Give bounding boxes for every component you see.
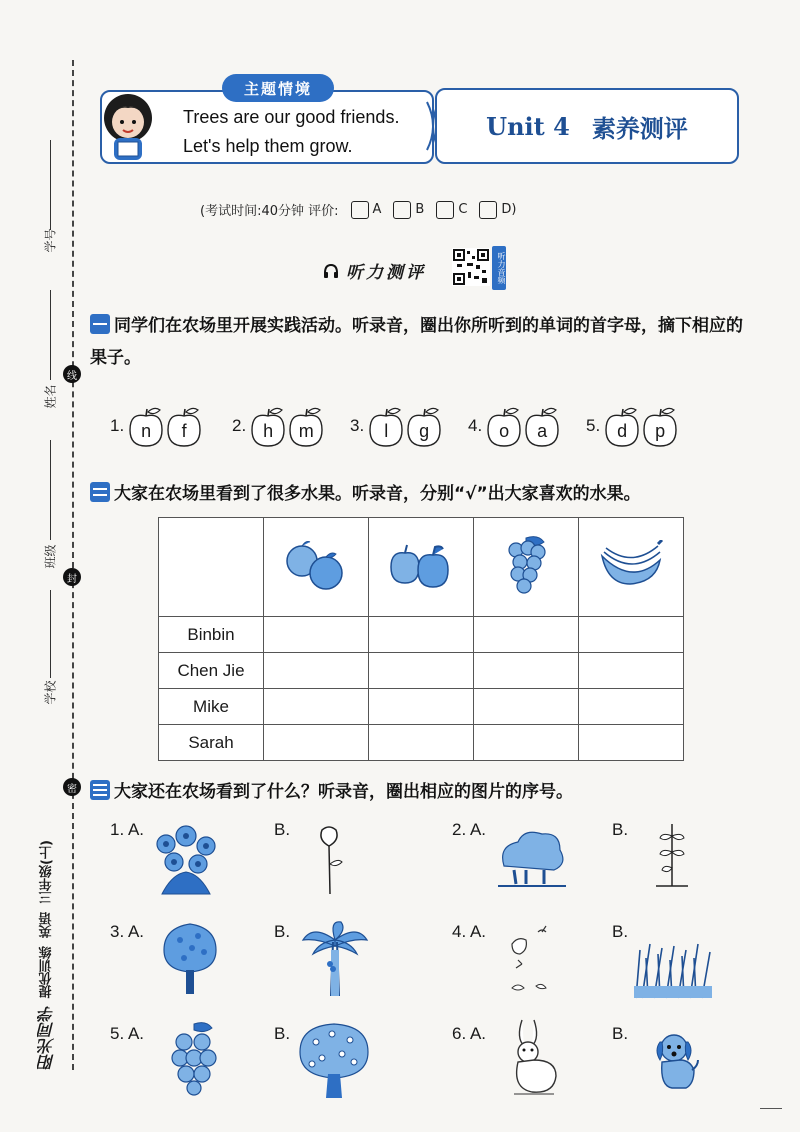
- grade-a-label: A: [372, 202, 382, 217]
- flower-icon[interactable]: [312, 824, 346, 896]
- q6-b-label[interactable]: B.: [612, 1024, 629, 1043]
- unit-subtitle: 素养测评: [591, 114, 688, 143]
- grade-b-label: B: [415, 202, 425, 217]
- listening-title-text: 听力测评: [346, 263, 426, 283]
- answer-cell[interactable]: [369, 725, 474, 761]
- girl-avatar-icon: [88, 84, 168, 164]
- dog-icon[interactable]: [652, 1030, 700, 1092]
- apple-choice[interactable]: [128, 406, 164, 446]
- answer-cell[interactable]: [264, 689, 369, 725]
- grade-checkbox-d[interactable]: [479, 201, 497, 219]
- fruit-table: [158, 517, 684, 761]
- question-number: 5.: [586, 416, 601, 435]
- question-number: 1.: [110, 416, 125, 435]
- apple-letter: f: [181, 421, 187, 441]
- q4-b-label[interactable]: B.: [612, 922, 629, 941]
- answer-cell[interactable]: [369, 689, 474, 725]
- answer-cell[interactable]: [369, 617, 474, 653]
- theme-pill: 主题情境: [222, 74, 334, 102]
- answer-cell[interactable]: [474, 725, 579, 761]
- apple-choice[interactable]: [288, 406, 324, 446]
- section-2-title: [90, 478, 750, 510]
- subject-name: 英语: [39, 912, 55, 938]
- exam-info: [200, 200, 517, 219]
- school-label: 学校: [43, 680, 58, 705]
- theme-line-2: Let's help them grow.: [183, 136, 353, 156]
- student-id-label: 学号: [43, 228, 58, 253]
- banana-tree-icon[interactable]: [300, 920, 370, 998]
- grade-checkbox-b[interactable]: [393, 201, 411, 219]
- section-1-title: [90, 310, 750, 374]
- qr-tag: 听力音频: [492, 246, 506, 290]
- q1-a-label[interactable]: 1. A.: [110, 820, 145, 839]
- section-1-badge-icon: [90, 314, 110, 334]
- section-2-badge-icon: [90, 482, 110, 502]
- q5-a-label[interactable]: 5. A.: [110, 1024, 145, 1043]
- answer-cell[interactable]: [369, 653, 474, 689]
- grade-name: 三年级(上): [39, 840, 55, 904]
- q5-b-label[interactable]: B.: [274, 1024, 291, 1043]
- exam-time: (考试时间:40分钟 评价:: [200, 204, 339, 219]
- orange-icon: [276, 535, 356, 595]
- unit-number: Unit 4: [486, 111, 570, 141]
- qr-code-icon[interactable]: [452, 248, 490, 286]
- seal-line-mark: 线: [63, 365, 81, 383]
- q3-a-label[interactable]: 3. A.: [110, 922, 145, 941]
- apple-letter: l: [384, 421, 389, 441]
- seal-secret-mark: 密: [63, 778, 81, 796]
- answer-cell[interactable]: [474, 653, 579, 689]
- apple-letter: a: [537, 421, 548, 441]
- section-3-text: 大家还在农场看到了什么？听录音，圈出相应的图片的序号。: [114, 782, 573, 802]
- apple-tree-icon[interactable]: [296, 1020, 372, 1100]
- apple-choice[interactable]: [524, 406, 560, 446]
- row-name: Binbin: [159, 617, 264, 653]
- row-name: Chen Jie: [159, 653, 264, 689]
- listening-title: [322, 258, 426, 283]
- theme-line-1: Trees are our good friends.: [183, 107, 400, 127]
- apple-header: [369, 518, 474, 617]
- question-number: 2.: [232, 416, 247, 435]
- grade-d-label: D): [501, 202, 517, 217]
- grade-c-label: C: [458, 202, 468, 217]
- orange-header: [264, 518, 369, 617]
- grapes-fruit-icon: [496, 532, 556, 598]
- apple-choice[interactable]: [406, 406, 442, 446]
- table-corner: [159, 518, 264, 617]
- section-3-title: [90, 776, 750, 808]
- row-name: Mike: [159, 689, 264, 725]
- apple-choice[interactable]: [166, 406, 202, 446]
- name-label: 姓名: [43, 384, 58, 409]
- class-line: [50, 440, 51, 540]
- apple-choice[interactable]: [486, 406, 522, 446]
- name-line: [50, 290, 51, 380]
- grapes-header: [474, 518, 579, 617]
- table-row: [159, 617, 684, 653]
- grass-icon[interactable]: [632, 940, 714, 1000]
- tree-icon[interactable]: [160, 920, 220, 998]
- birds-icon[interactable]: [498, 920, 558, 1000]
- answer-cell[interactable]: [579, 725, 684, 761]
- apple-question-5: [586, 404, 680, 448]
- table-row: [159, 653, 684, 689]
- question-number: 3.: [350, 416, 365, 435]
- table-row: [159, 689, 684, 725]
- headphone-icon: [322, 262, 340, 280]
- banana-fruit-icon: [596, 540, 666, 590]
- section-1-text: 同学们在农场里开展实践活动。听录音，圈出你所听到的单词的首字母，摘下相应的果子。: [90, 316, 743, 368]
- apple-choice[interactable]: [642, 406, 678, 446]
- q4-a-label[interactable]: 4. A.: [452, 922, 487, 941]
- q2-b-label[interactable]: B.: [612, 820, 629, 839]
- student-id-line: [50, 140, 51, 230]
- apple-letter: m: [298, 421, 314, 441]
- q1-b-label[interactable]: B.: [274, 820, 291, 839]
- answer-cell[interactable]: [579, 689, 684, 725]
- section-2-text: 大家在农场里看到了很多水果。听录音，分别“√”出大家喜欢的水果。: [114, 484, 641, 504]
- series-name: 提优训练: [39, 946, 55, 998]
- apple-choice[interactable]: [604, 406, 640, 446]
- apple-question-4: [468, 404, 562, 448]
- flowers-icon[interactable]: [152, 822, 222, 896]
- grade-checkbox-c[interactable]: [436, 201, 454, 219]
- trees-icon[interactable]: [496, 826, 568, 890]
- answer-cell[interactable]: [579, 653, 684, 689]
- apple-letter: g: [419, 421, 430, 441]
- apple-question-1: [110, 404, 204, 448]
- apple-question-3: [350, 404, 444, 448]
- banana-header: [579, 518, 684, 617]
- grade-checkbox-a[interactable]: [351, 201, 369, 219]
- apple-letter: h: [263, 421, 274, 441]
- class-label: 班级: [43, 544, 58, 569]
- q2-a-label[interactable]: 2. A.: [452, 820, 487, 839]
- section-3-badge-icon: [90, 780, 110, 800]
- answer-cell[interactable]: [579, 617, 684, 653]
- apple-letter: p: [655, 421, 666, 441]
- grapes-icon[interactable]: [168, 1020, 220, 1096]
- answer-cell[interactable]: [264, 653, 369, 689]
- unit-title-box: [435, 88, 739, 164]
- apple-fruit-icon: [381, 535, 461, 595]
- answer-cell[interactable]: [474, 617, 579, 653]
- apple-letter: n: [141, 421, 152, 441]
- answer-cell[interactable]: [264, 617, 369, 653]
- footer-mark: [760, 1108, 782, 1109]
- q6-a-label[interactable]: 6. A.: [452, 1024, 487, 1043]
- binding-dashed-line: [72, 60, 74, 1070]
- sapling-icon[interactable]: [652, 820, 692, 892]
- q3-b-label[interactable]: B.: [274, 922, 291, 941]
- rabbit-icon[interactable]: [504, 1018, 560, 1096]
- table-row: [159, 725, 684, 761]
- answer-cell[interactable]: [474, 689, 579, 725]
- book-brand: [30, 790, 64, 1070]
- row-name: Sarah: [159, 725, 264, 761]
- apple-choice[interactable]: [368, 406, 404, 446]
- apple-letter: o: [499, 421, 510, 441]
- apple-letter: d: [617, 421, 628, 441]
- school-line: [50, 590, 51, 678]
- seal-seal-mark: 封: [63, 568, 81, 586]
- question-number: 4.: [468, 416, 483, 435]
- apple-choice[interactable]: [250, 406, 286, 446]
- brand-name: 阳光同学: [37, 1006, 57, 1070]
- answer-cell[interactable]: [264, 725, 369, 761]
- apple-question-2: [232, 404, 326, 448]
